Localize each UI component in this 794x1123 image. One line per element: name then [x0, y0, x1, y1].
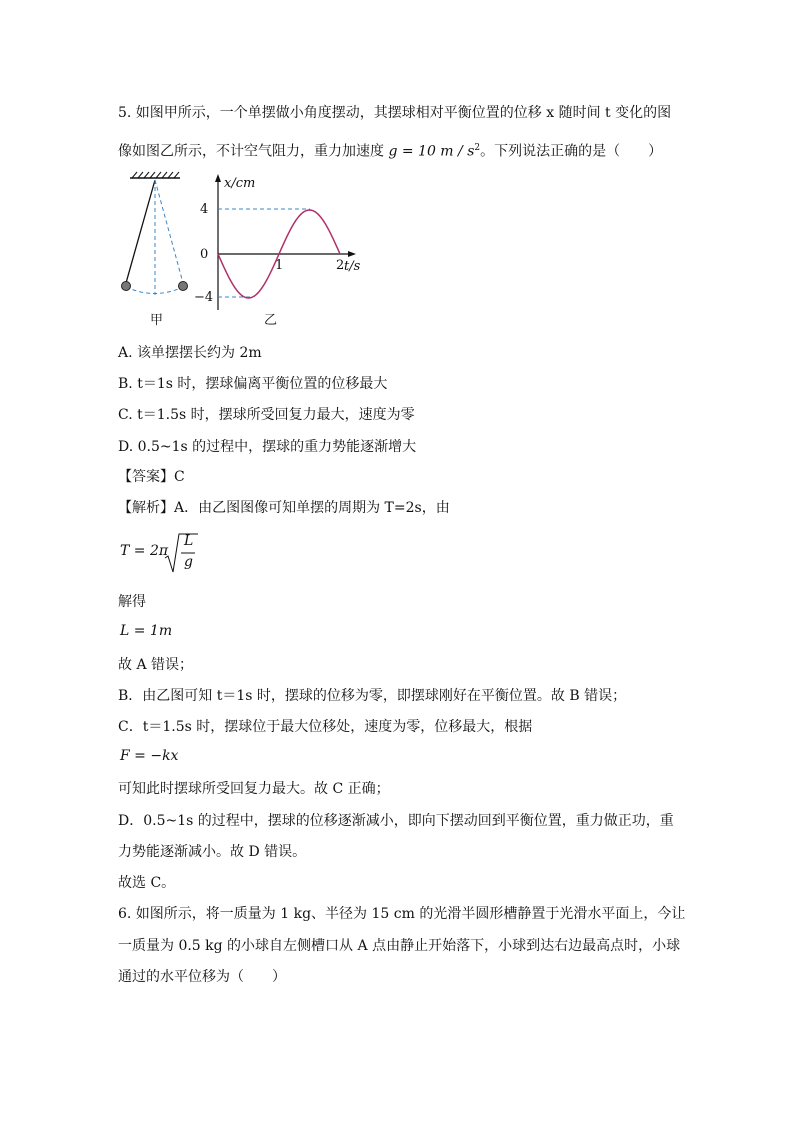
q5-option-d: D. 0.5~1s 的过程中，摆球的重力势能逐渐增大	[118, 439, 417, 455]
y-tick-4: 4	[200, 202, 209, 217]
caption-jia: 甲	[150, 313, 164, 328]
right-extreme-dashed-line	[155, 180, 183, 283]
formula-force: F = −kx	[120, 748, 179, 764]
q5-analysis-c: C．t＝1.5s 时，摆球位于最大位移处，速度为零，位移最大，根据	[118, 719, 533, 735]
x-axis-label: t/s	[344, 259, 361, 274]
ceiling-hatch	[132, 172, 179, 178]
q5-final: 故选 C。	[118, 875, 176, 891]
q5-analysis-a: 故 A 错误；	[118, 657, 194, 673]
caption-yi: 乙	[264, 313, 278, 328]
pendulum-bob-left	[122, 282, 131, 291]
q5-figure	[112, 170, 402, 335]
x-tick-2: 2	[336, 258, 345, 273]
q5-stem-g-sup: 2	[474, 143, 481, 153]
q5-stem-g: g = 10 m / s	[388, 143, 475, 160]
pendulum-diagram	[122, 172, 188, 328]
q5-analysis-d2: 力势能逐渐减小。故 D 错误。	[118, 844, 307, 860]
q5-option-c: C. t＝1.5s 时，摆球所受回复力最大，速度为零	[118, 407, 415, 423]
y-tick-neg4: −4	[194, 290, 214, 305]
xt-graph	[194, 174, 361, 328]
formula-period-num: L	[184, 533, 194, 549]
q5-answer: 【答案】C	[118, 469, 185, 485]
formula-period-left: T = 2π	[120, 543, 169, 559]
q5-stem-line2	[118, 138, 662, 162]
q5-stem-line2-b: 。下列说法正确的是（ ）	[480, 143, 663, 160]
q5-analysis-line1: 【解析】A．由乙图图像可知单摆的周期为 T=2s，由	[118, 500, 450, 516]
q5-analysis-d1: D．0.5~1s 的过程中，摆球的位移逐渐减小，即向下摆动回到平衡位置，重力做正功，重	[118, 813, 674, 829]
q6-stem-line3: 通过的水平位移为（ ）	[118, 969, 286, 985]
pendulum-bob-right	[179, 282, 188, 291]
formula-length: L = 1m	[120, 623, 173, 639]
y-axis-label: x/cm	[224, 176, 256, 191]
x-tick-1: 1	[275, 258, 284, 273]
q6-stem-line2: 一质量为 0.5 kg 的小球自左侧槽口从 A 点由静止开始落下，小球到达右边最高点时，小球	[118, 938, 681, 954]
q5-analysis-b: B．由乙图可知 t＝1s 时，摆球的位移为零，即摆球刚好在平衡位置。故 B 错误；	[118, 688, 627, 704]
y-axis-arrow	[215, 174, 221, 182]
q5-option-a: A. 该单摆摆长约为 2m	[118, 345, 262, 361]
q5-stem-line2-a: 像如图乙所示，不计空气阻力，重力加速度	[118, 143, 389, 160]
q5-solve-label: 解得	[118, 594, 146, 610]
y-tick-0: 0	[200, 247, 209, 262]
q6-stem-line1: 6. 如图所示，将一质量为 1 kg、半径为 15 cm 的光滑半圆形槽静置于光滑水平面上，今让	[118, 906, 686, 922]
formula-period-den: g	[184, 554, 193, 570]
x-axis-arrow	[348, 251, 356, 257]
pendulum-string	[126, 180, 155, 283]
q5-analysis-c-conclusion: 可知此时摆球所受回复力最大。故 C 正确；	[118, 781, 390, 797]
q5-option-b: B. t＝1s 时，摆球偏离平衡位置的位移最大	[118, 376, 388, 392]
q5-stem-line1: 5. 如图甲所示，一个单摆做小角度摆动，其摆球相对平衡位置的位移 x 随时间 t 变化的图	[118, 105, 672, 121]
